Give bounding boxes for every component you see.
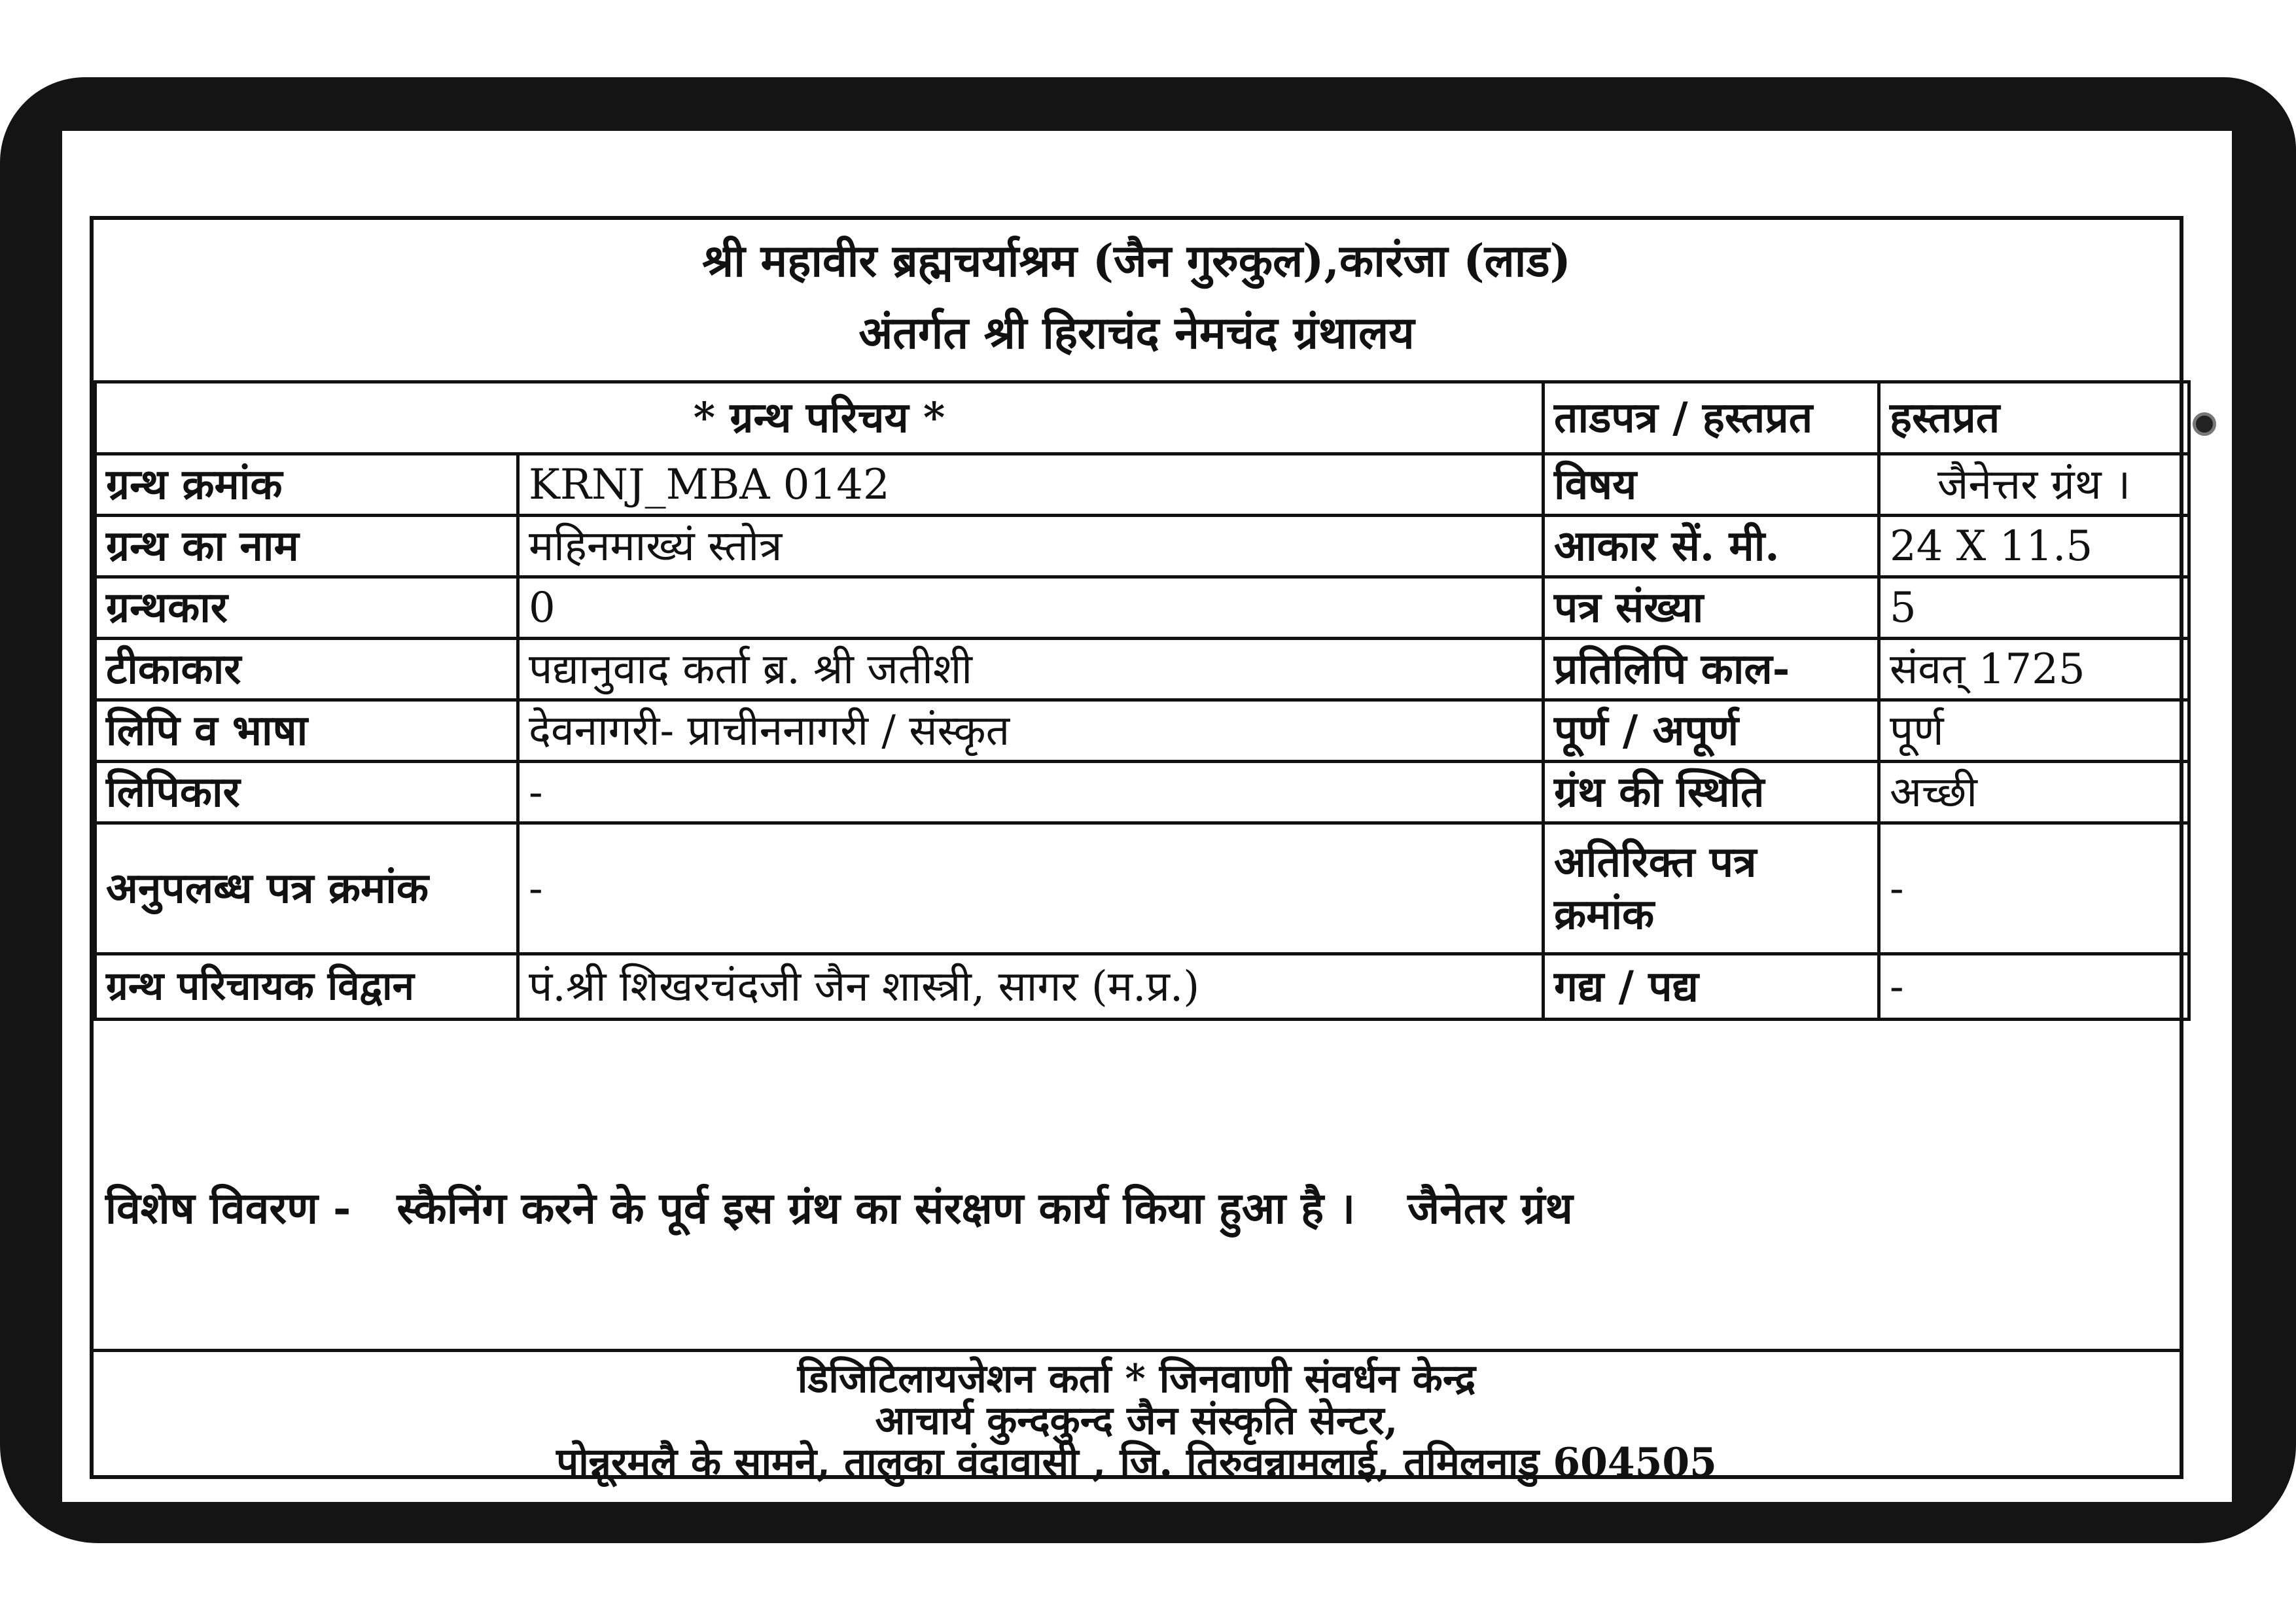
value-commentator: पद्यानुवाद कर्ता ब्र. श्री जतीशी [518,639,1544,700]
type-value: हस्तप्रत [1879,382,2189,454]
section-row [96,382,2189,454]
label-copy-period: प्रतिलिपि काल- [1544,639,1879,700]
table-row [96,700,2189,762]
label-book-name: ग्रन्थ का नाम [96,516,518,577]
label-scholar: ग्रन्थ परिचायक विद्वान [96,954,518,1020]
table-row [96,454,2189,516]
label-complete: पूर्ण / अपूर्ण [1544,700,1879,762]
label-author: ग्रन्थकार [96,577,518,639]
value-book-number: KRNJ_MBA 0142 [518,454,1544,516]
label-script-language: लिपि व भाषा [96,700,518,762]
label-missing-pages: अनुपलब्ध पत्र क्रमांक [96,823,518,954]
table-row [96,823,2189,954]
value-page-count: 5 [1879,577,2189,639]
remarks-label: विशेष विवरण - [105,1182,351,1234]
table-row [96,954,2189,1020]
label-extra-pages: अतिरिक्त पत्र क्रमांक [1544,823,1879,954]
value-size: 24 X 11.5 [1879,516,2189,577]
type-label: ताडपत्र / हस्तप्रत [1544,382,1879,454]
value-author: 0 [518,577,1544,639]
value-scribe: - [518,762,1544,823]
value-scholar: पं.श्री शिखरचंदजी जैन शास्त्री, सागर (म.प्र.) [518,954,1544,1020]
value-script-language: देवनागरी- प्राचीननागरी / संस्कृत [518,700,1544,762]
table-row [96,639,2189,700]
remarks-text: स्कैनिंग करने के पूर्व इस ग्रंथ का संरक्षण कार्य किया हुआ है । [397,1182,1356,1234]
value-prose-verse: - [1879,954,2189,1020]
catalog-sheet [90,216,2183,1486]
punch-hole [2193,412,2216,436]
special-remarks [94,1064,2180,1352]
value-book-name: महिनमाख्यं स्तोत्र [518,516,1544,577]
table-row [96,762,2189,823]
footer-line-3: पोन्नूरमलै के सामने, तालुका वंदावासी , जि. तिरुवन्नामलाई, तमिलनाडु 604505 [556,1440,1717,1486]
label-subject: विषय [1544,454,1879,516]
label-page-count: पत्र संख्या [1544,577,1879,639]
digitization-footer [94,1355,2180,1486]
value-extra-pages: - [1879,823,2189,954]
label-commentator: टीकाकार [96,639,518,700]
section-title: * ग्रन्थ परिचय * [96,382,1544,454]
book-info-table [94,380,2191,1021]
value-subject: जैनेत्तर ग्रंथ । [1879,454,2189,516]
remarks-tag: जैनेतर ग्रंथ [1407,1182,1573,1234]
library-header [94,220,2180,383]
footer-line-2: आचार्य कुन्दकुन्द जैन संस्कृति सेन्टर, [875,1398,1398,1444]
institution-name: श्री महावीर ब्रह्मचर्याश्रम (जैन गुरुकुल),कारंजा (लाड) [702,235,1571,287]
table-row [96,516,2189,577]
label-size: आकार सें. मी. [1544,516,1879,577]
value-copy-period: संवत् 1725 [1879,639,2189,700]
library-name: अंतर्गत श्री हिराचंद नेमचंद ग्रंथालय [858,307,1415,359]
label-scribe: लिपिकार [96,762,518,823]
value-missing-pages: - [518,823,1544,954]
value-complete: पूर्ण [1879,700,2189,762]
label-condition: ग्रंथ की स्थिति [1544,762,1879,823]
table-row [96,577,2189,639]
label-book-number: ग्रन्थ क्रमांक [96,454,518,516]
footer-line-1: डिजिटिलायजेशन कर्ता * जिनवाणी संवर्धन केन्द्र [797,1356,1476,1402]
label-prose-verse: गद्य / पद्य [1544,954,1879,1020]
value-condition: अच्छी [1879,762,2189,823]
